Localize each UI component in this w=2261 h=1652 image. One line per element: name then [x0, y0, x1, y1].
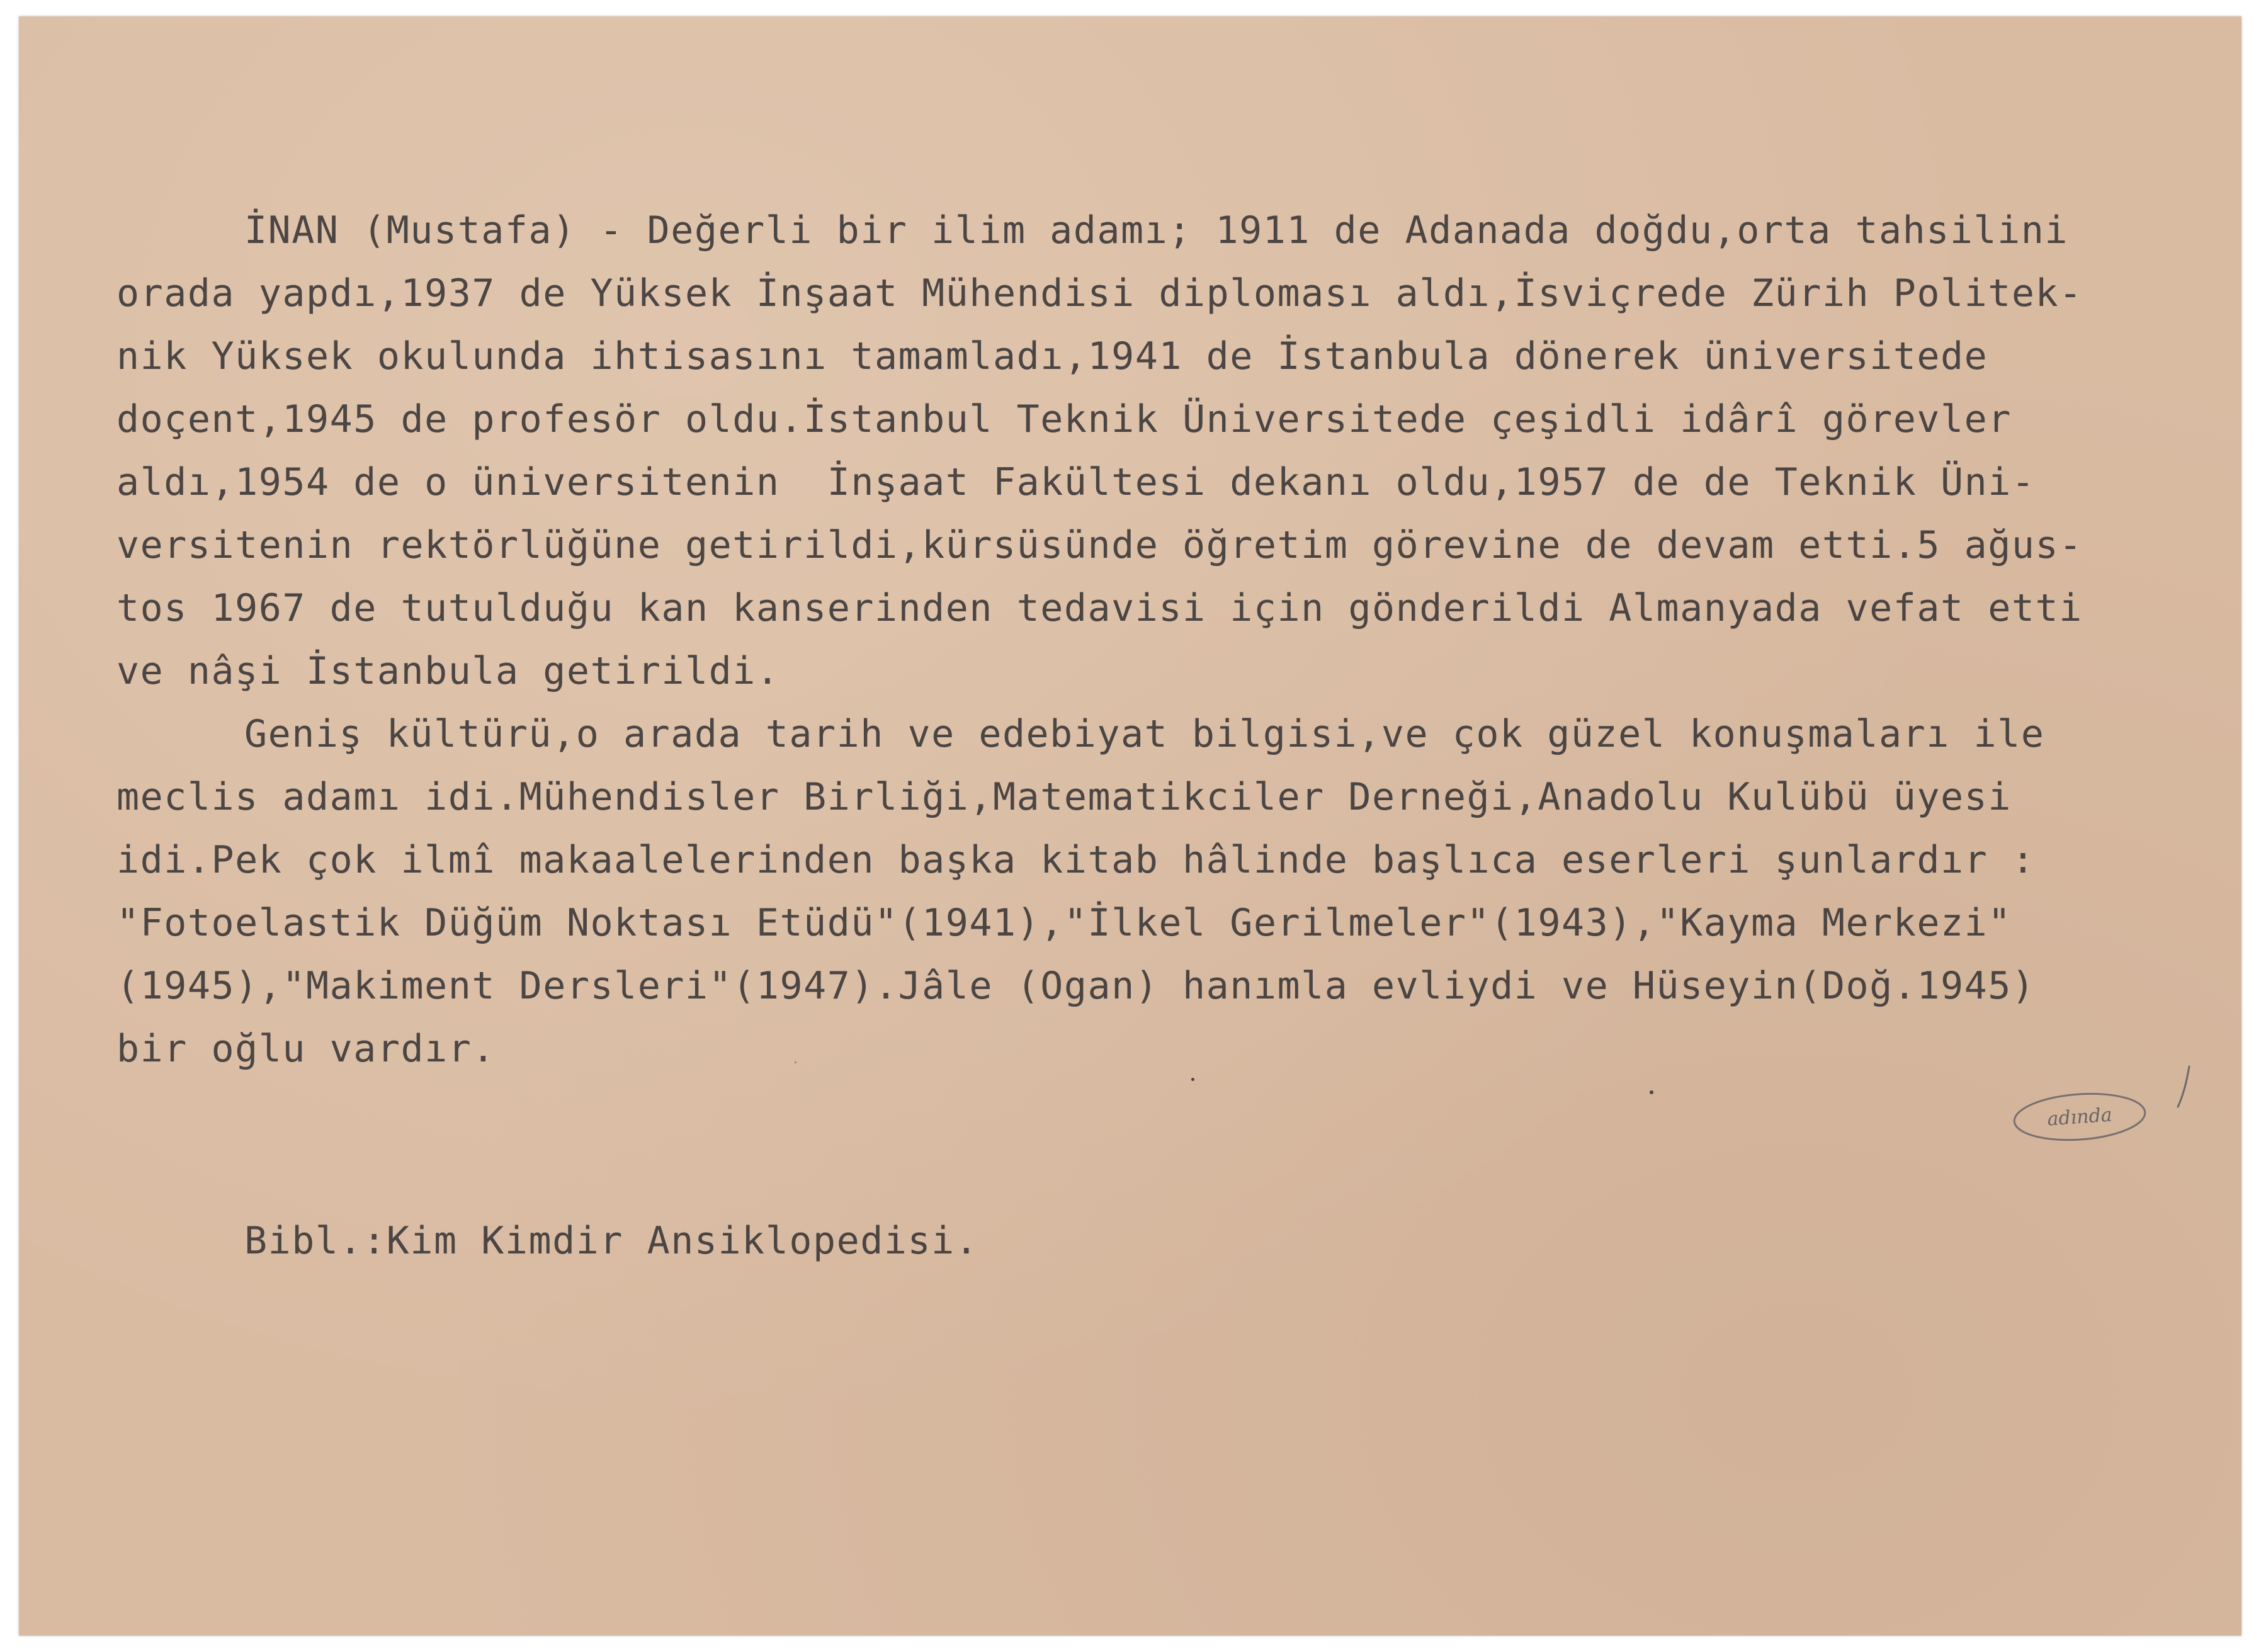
- paper-speck: [795, 1061, 796, 1063]
- paragraph1-line-3: nik Yüksek okulunda ihtisasını tamamladı,1941 de İstanbula dönerek üniversitede: [116, 334, 1988, 378]
- paragraph2-line-2: meclis adamı idi.Mühendisler Birliği,Matematikciler Derneği,Anadolu Kulübü üyesi: [116, 775, 2012, 819]
- typed-text-body: [19, 16, 2241, 1636]
- handwritten-note-text: adında: [2046, 1104, 2113, 1131]
- paragraph2-line-6: bir oğlu vardır.: [116, 1027, 496, 1071]
- paragraph1-line-1: İNAN (Mustafa) - Değerli bir ilim adamı; 1911 de Adanada doğdu,orta tahsilini: [244, 208, 2068, 252]
- paragraph2-line-3: idi.Pek çok ilmî makaalelerinden başka kitab hâlinde başlıca eserleri şunlardır :: [116, 838, 2036, 882]
- pencil-annotation-drawing: [2005, 1061, 2194, 1150]
- paper-speck: [1191, 1078, 1194, 1081]
- paragraph2-line-4: "Fotoelastik Düğüm Noktası Etüdü"(1941),"İlkel Gerilmeler"(1943),"Kayma Merkezi": [116, 901, 2012, 945]
- paragraph2-line-5: (1945),"Makiment Dersleri"(1947).Jâle (Ogan) hanımla evliydi ve Hüseyin(Doğ.1945): [116, 964, 2036, 1008]
- document-sheet: [19, 16, 2241, 1636]
- paragraph2-line-1: Geniş kültürü,o arada tarih ve edebiyat bilgisi,ve çok güzel konuşmaları ile: [244, 712, 2045, 756]
- paragraph1-line-5: aldı,1954 de o üniversitenin İnşaat Fakültesi dekanı oldu,1957 de de Teknik Üni-: [116, 460, 2036, 504]
- paragraph1-line-2: orada yapdı,1937 de Yüksek İnşaat Mühendisi diploması aldı,İsviçrede Zürih Politek-: [116, 271, 2083, 315]
- handwritten-annotation: [2005, 1061, 2194, 1150]
- paragraph1-line-6: versitenin rektörlüğüne getirildi,kürsüsünde öğretim görevine de devam etti.5 ağus-: [116, 523, 2083, 567]
- paragraph1-line-7: tos 1967 de tutulduğu kan kanserinden tedavisi için gönderildi Almanyada vefat etti: [116, 586, 2083, 630]
- paragraph1-line-8: ve nâşi İstanbula getirildi.: [116, 649, 780, 693]
- paragraph1-line-4: doçent,1945 de profesör oldu.İstanbul Teknik Üniversitede çeşidli idârî görevler: [116, 397, 2012, 441]
- bibliography-line: Bibl.:Kim Kimdir Ansiklopedisi.: [244, 1219, 979, 1263]
- paper-speck: [1650, 1090, 1653, 1094]
